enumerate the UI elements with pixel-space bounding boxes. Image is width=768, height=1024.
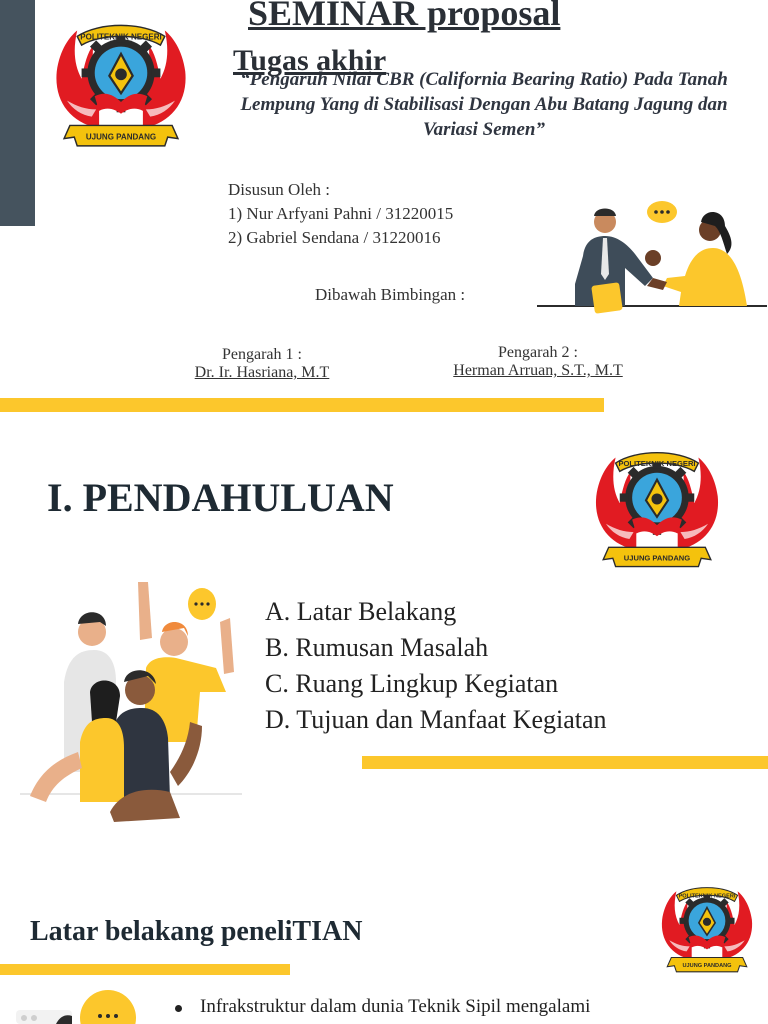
authors-block [228, 178, 453, 250]
author-item: 1) Nur Arfyani Pahni / 31220015 [228, 204, 454, 223]
advisor-1 [180, 346, 344, 382]
handshake-illustration [535, 196, 767, 318]
toc-item: D. Tujuan dan Manfaat Kegiatan [265, 705, 607, 734]
title-line-1: SEMINAR proposal [248, 0, 561, 33]
title-line-2: Tugas akhir [233, 44, 387, 77]
advisor-1-name: Dr. Ir. Hasriana, M.T [194, 364, 330, 381]
slide-cover [0, 0, 768, 418]
slide-background [0, 850, 768, 1024]
svg-text:UJUNG PANDANG: UJUNG PANDANG [682, 963, 732, 970]
bullet-dot [175, 1005, 182, 1012]
svg-text:POLITEKNIK NEGERI: POLITEKNIK NEGERI [678, 893, 736, 900]
svg-text:POLITEKNIK NEGERI: POLITEKNIK NEGERI [80, 32, 162, 42]
toc-item: A. Latar Belakang [265, 597, 457, 626]
accent-stripe [362, 756, 768, 769]
authors-heading: Disusun Oleh : [228, 180, 330, 199]
supervision-heading: Dibawah Bimbingan : [315, 285, 466, 304]
toc-item: C. Ruang Lingkup Kegiatan [265, 669, 559, 698]
institution-logo [656, 880, 758, 980]
toc-item: B. Rumusan Masalah [265, 633, 489, 662]
advisor-1-label: Pengarah 1 : [222, 346, 302, 363]
advisor-2-name: Herman Arruan, S.T., M.T [453, 362, 623, 379]
accent-stripe [0, 398, 604, 412]
advisor-2-label: Pengarah 2 : [498, 344, 578, 361]
toc-list [265, 594, 607, 738]
svg-text:POLITEKNIK NEGERI: POLITEKNIK NEGERI [618, 458, 696, 468]
accent-stripe [0, 964, 290, 975]
slide-introduction [0, 418, 768, 850]
advisor-2 [435, 344, 641, 380]
institution-logo [588, 442, 726, 578]
section-heading: Latar belakang peneliTIAN [30, 916, 363, 947]
institution-logo [48, 10, 194, 162]
svg-text:UJUNG PANDANG: UJUNG PANDANG [623, 553, 691, 563]
section-heading: I. PENDAHULUAN [47, 475, 394, 520]
chat-illustration [16, 988, 136, 1024]
svg-text:UJUNG PANDANG: UJUNG PANDANG [85, 132, 157, 142]
thesis-subtitle: “Pengaruh Nilai CBR (California Bearing Ratio) Pada Tanah Lempung Yang di Stabilisasi Dengan Abu Batang Jagung dan Variasi Semen” [240, 69, 728, 140]
author-item: 2) Gabriel Sendana / 31220016 [228, 228, 441, 247]
bullet-item: Infrakstruktur dalam dunia Teknik Sipil mengalami [200, 996, 591, 1017]
group-people-illustration [20, 572, 242, 822]
sidebar-accent-bar [0, 0, 35, 226]
